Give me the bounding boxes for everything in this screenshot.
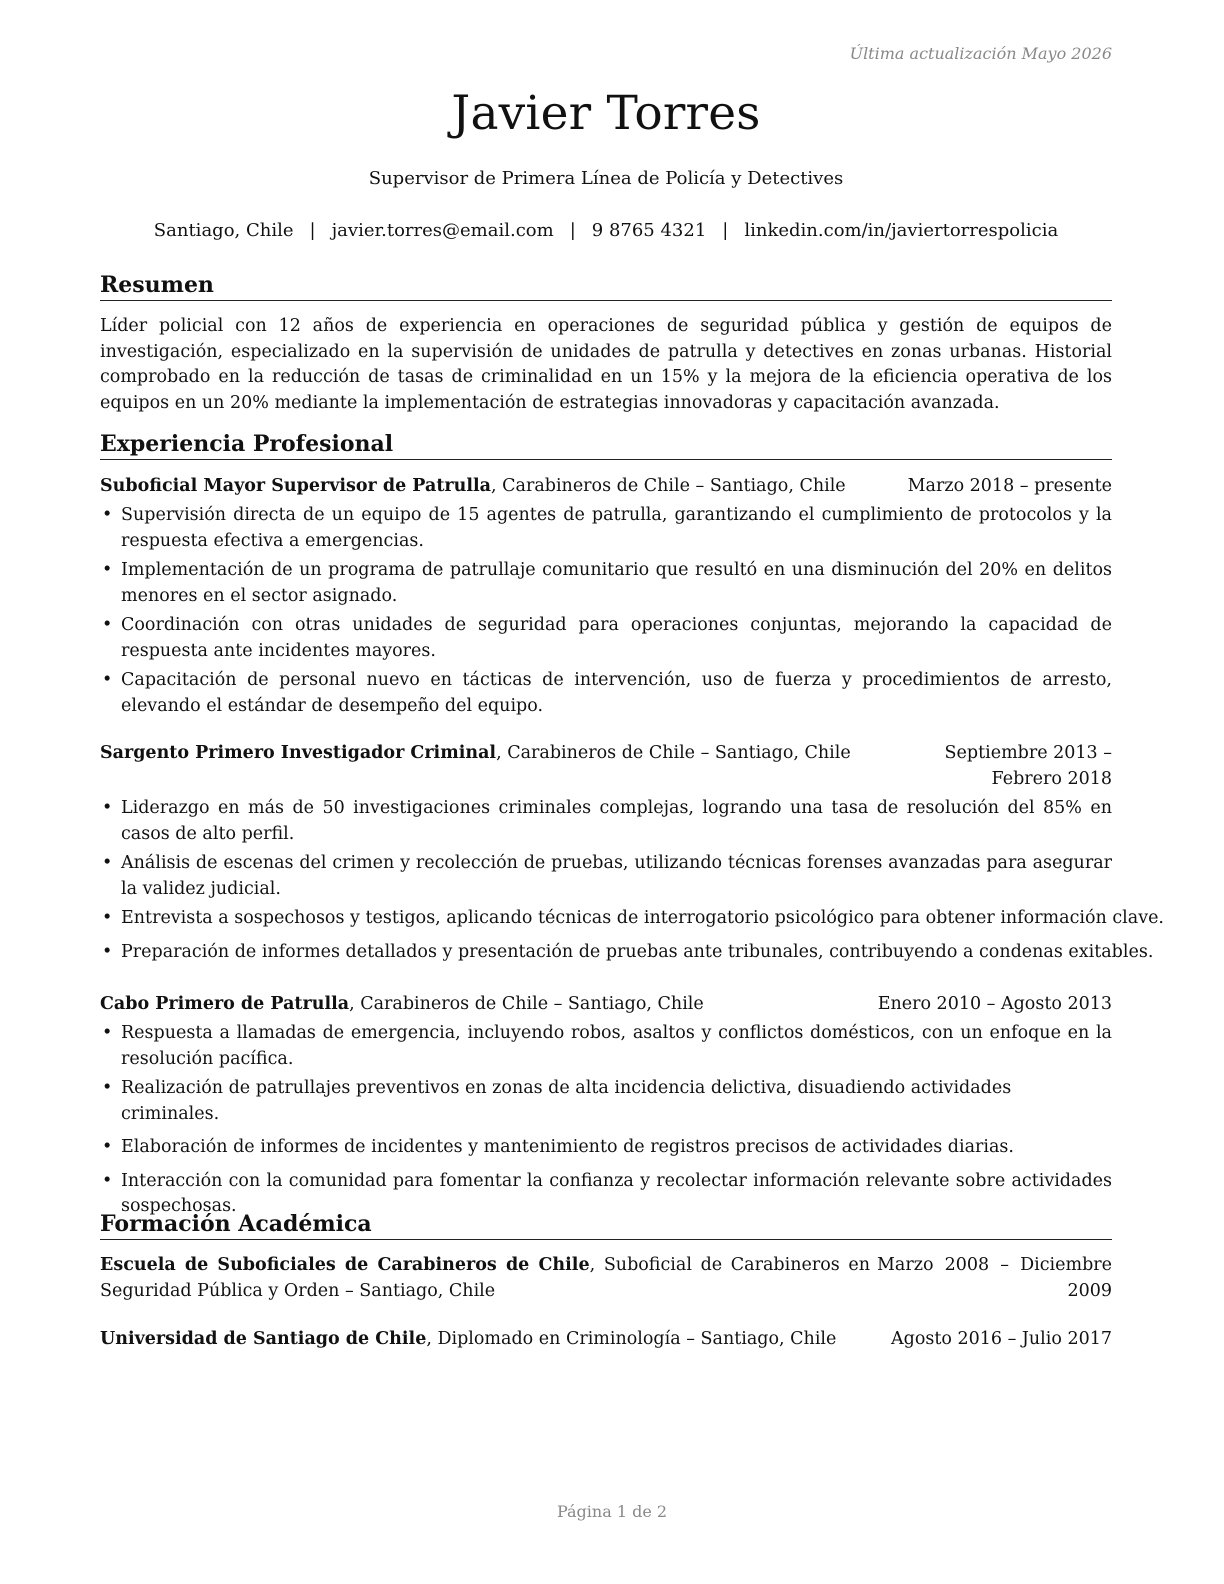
job-bullet: • Elaboración de informes de incidentes y mantenimiento de registros precisos de actividades diarias. xyxy=(100,1135,1112,1161)
job-dates: Marzo 2018 – presente xyxy=(907,476,1112,496)
contact-location: Santiago, Chile xyxy=(153,220,294,241)
job-bullet: • Análisis de escenas del crimen y recolección de pruebas, utilizando técnicas forenses avanzadas para asegurar la validez judicial. xyxy=(100,851,1112,902)
education-dates: Marzo 2008 – Diciembre 2009 xyxy=(877,1255,1112,1301)
job-bullet: • Capacitación de personal nuevo en tácticas de intervención, uso de fuerza y procedimientos de arresto, elevando el estándar de desempeño del equipo. xyxy=(100,668,1112,719)
last-updated: Última actualización Mayo 2026 xyxy=(849,44,1112,63)
education-dates: Agosto 2016 – Julio 2017 xyxy=(890,1329,1112,1349)
job-bullet: • Interacción con la comunidad para fomentar la confianza y recolectar información relevante sobre actividades sospechosas. xyxy=(100,1169,1112,1220)
job-bullets xyxy=(100,503,1112,719)
education-title xyxy=(100,1327,836,1353)
job-role: Sargento Primero Investigador Criminal xyxy=(100,743,497,763)
experience-heading: Experiencia Profesional xyxy=(100,430,1112,460)
job-title xyxy=(100,741,851,767)
job-bullet: • Supervisión directa de un equipo de 15 agentes de patrulla, garantizando el cumplimiento de protocolos y la respuesta efectiva a emergencias. xyxy=(100,503,1112,554)
job-bullet: • Respuesta a llamadas de emergencia, incluyendo robos, asaltos y conflictos domésticos, con un enfoque en la resolución pacífica. xyxy=(100,1021,1112,1072)
summary-text: Líder policial con 12 años de experiencia en operaciones de seguridad pública y gestión de equipos de investigación, especializado en la supervisión de unidades de patrulla y detectives en zonas urbanas. Historial comprobado en la reducción de tasas de criminalidad en un 15% y la mejora de la eficiencia operativa de los equipos en un 20% mediante la implementación de estrategias innovadoras y capacitación avanzada. xyxy=(100,316,1112,413)
job-bullet: • Preparación de informes detallados y presentación de pruebas ante tribunales, contribuyendo a condenas exitables. xyxy=(100,940,1112,966)
contact-separator: | xyxy=(722,220,729,241)
education-item xyxy=(100,1253,1112,1304)
job-dates: Septiembre 2013 – Febrero 2018 xyxy=(944,743,1112,789)
job-title xyxy=(100,992,704,1018)
contact-email[interactable]: javier.torres@email.com xyxy=(331,220,554,241)
job-header xyxy=(100,741,1112,789)
job-role: Suboficial Mayor Supervisor de Patrulla xyxy=(100,476,491,496)
job-bullet: • Entrevista a sospechosos y testigos, aplicando técnicas de interrogatorio psicológico para obtener información clave. xyxy=(100,906,1112,932)
summary-heading: Resumen xyxy=(100,271,1112,301)
job-role: Cabo Primero de Patrulla xyxy=(100,994,350,1014)
job-org: , Carabineros de Chile – Santiago, Chile xyxy=(349,994,704,1014)
education-school: Escuela de Suboficiales de Carabineros de Chile xyxy=(100,1255,590,1275)
job-bullets xyxy=(100,1021,1112,1220)
education-detail: , Suboficial de Carabineros en Seguridad Pública y Orden – Santiago, Chile xyxy=(100,1255,870,1301)
candidate-name: Javier Torres xyxy=(451,86,761,141)
job-bullets xyxy=(100,796,1164,965)
job-org: , Carabineros de Chile – Santiago, Chile xyxy=(496,743,851,763)
job-dates: Enero 2010 – Agosto 2013 xyxy=(877,994,1112,1014)
contact-separator: | xyxy=(569,220,576,241)
job-bullet: • Coordinación con otras unidades de seguridad para operaciones conjuntas, mejorando la capacidad de respuesta ante incidentes mayores. xyxy=(100,613,1112,664)
job-header xyxy=(100,474,1112,500)
job-bullet: • Implementación de un programa de patrullaje comunitario que resultó en una disminución del 20% en delitos menores en el sector asignado. xyxy=(100,558,1112,609)
contact-separator: | xyxy=(309,220,316,241)
education-detail: , Diplomado en Criminología – Santiago, Chile xyxy=(426,1329,837,1349)
page-number: Página 1 de 2 xyxy=(556,1502,668,1521)
job-bullet: • Realización de patrullajes preventivos en zonas de alta incidencia delictiva, disuadiendo actividades criminales. xyxy=(100,1076,1112,1127)
job-bullet: • Liderazgo en más de 50 investigaciones criminales complejas, logrando una tasa de resolución del 85% en casos de alto perfil. xyxy=(100,796,1112,847)
contact-phone: 9 8765 4321 xyxy=(591,220,707,241)
education-heading: Formación Académica xyxy=(100,1210,1112,1240)
job-title xyxy=(100,474,846,500)
education-item xyxy=(100,1327,1112,1353)
contact-line xyxy=(100,220,1112,241)
education-title xyxy=(100,1253,870,1304)
candidate-title: Supervisor de Primera Línea de Policía y Detectives xyxy=(368,168,844,189)
job-org: , Carabineros de Chile – Santiago, Chile xyxy=(491,476,846,496)
job-header xyxy=(100,992,1112,1018)
contact-linkedin[interactable]: linkedin.com/in/javiertorrespolicia xyxy=(744,220,1059,241)
education-school: Universidad de Santiago de Chile xyxy=(100,1329,427,1349)
